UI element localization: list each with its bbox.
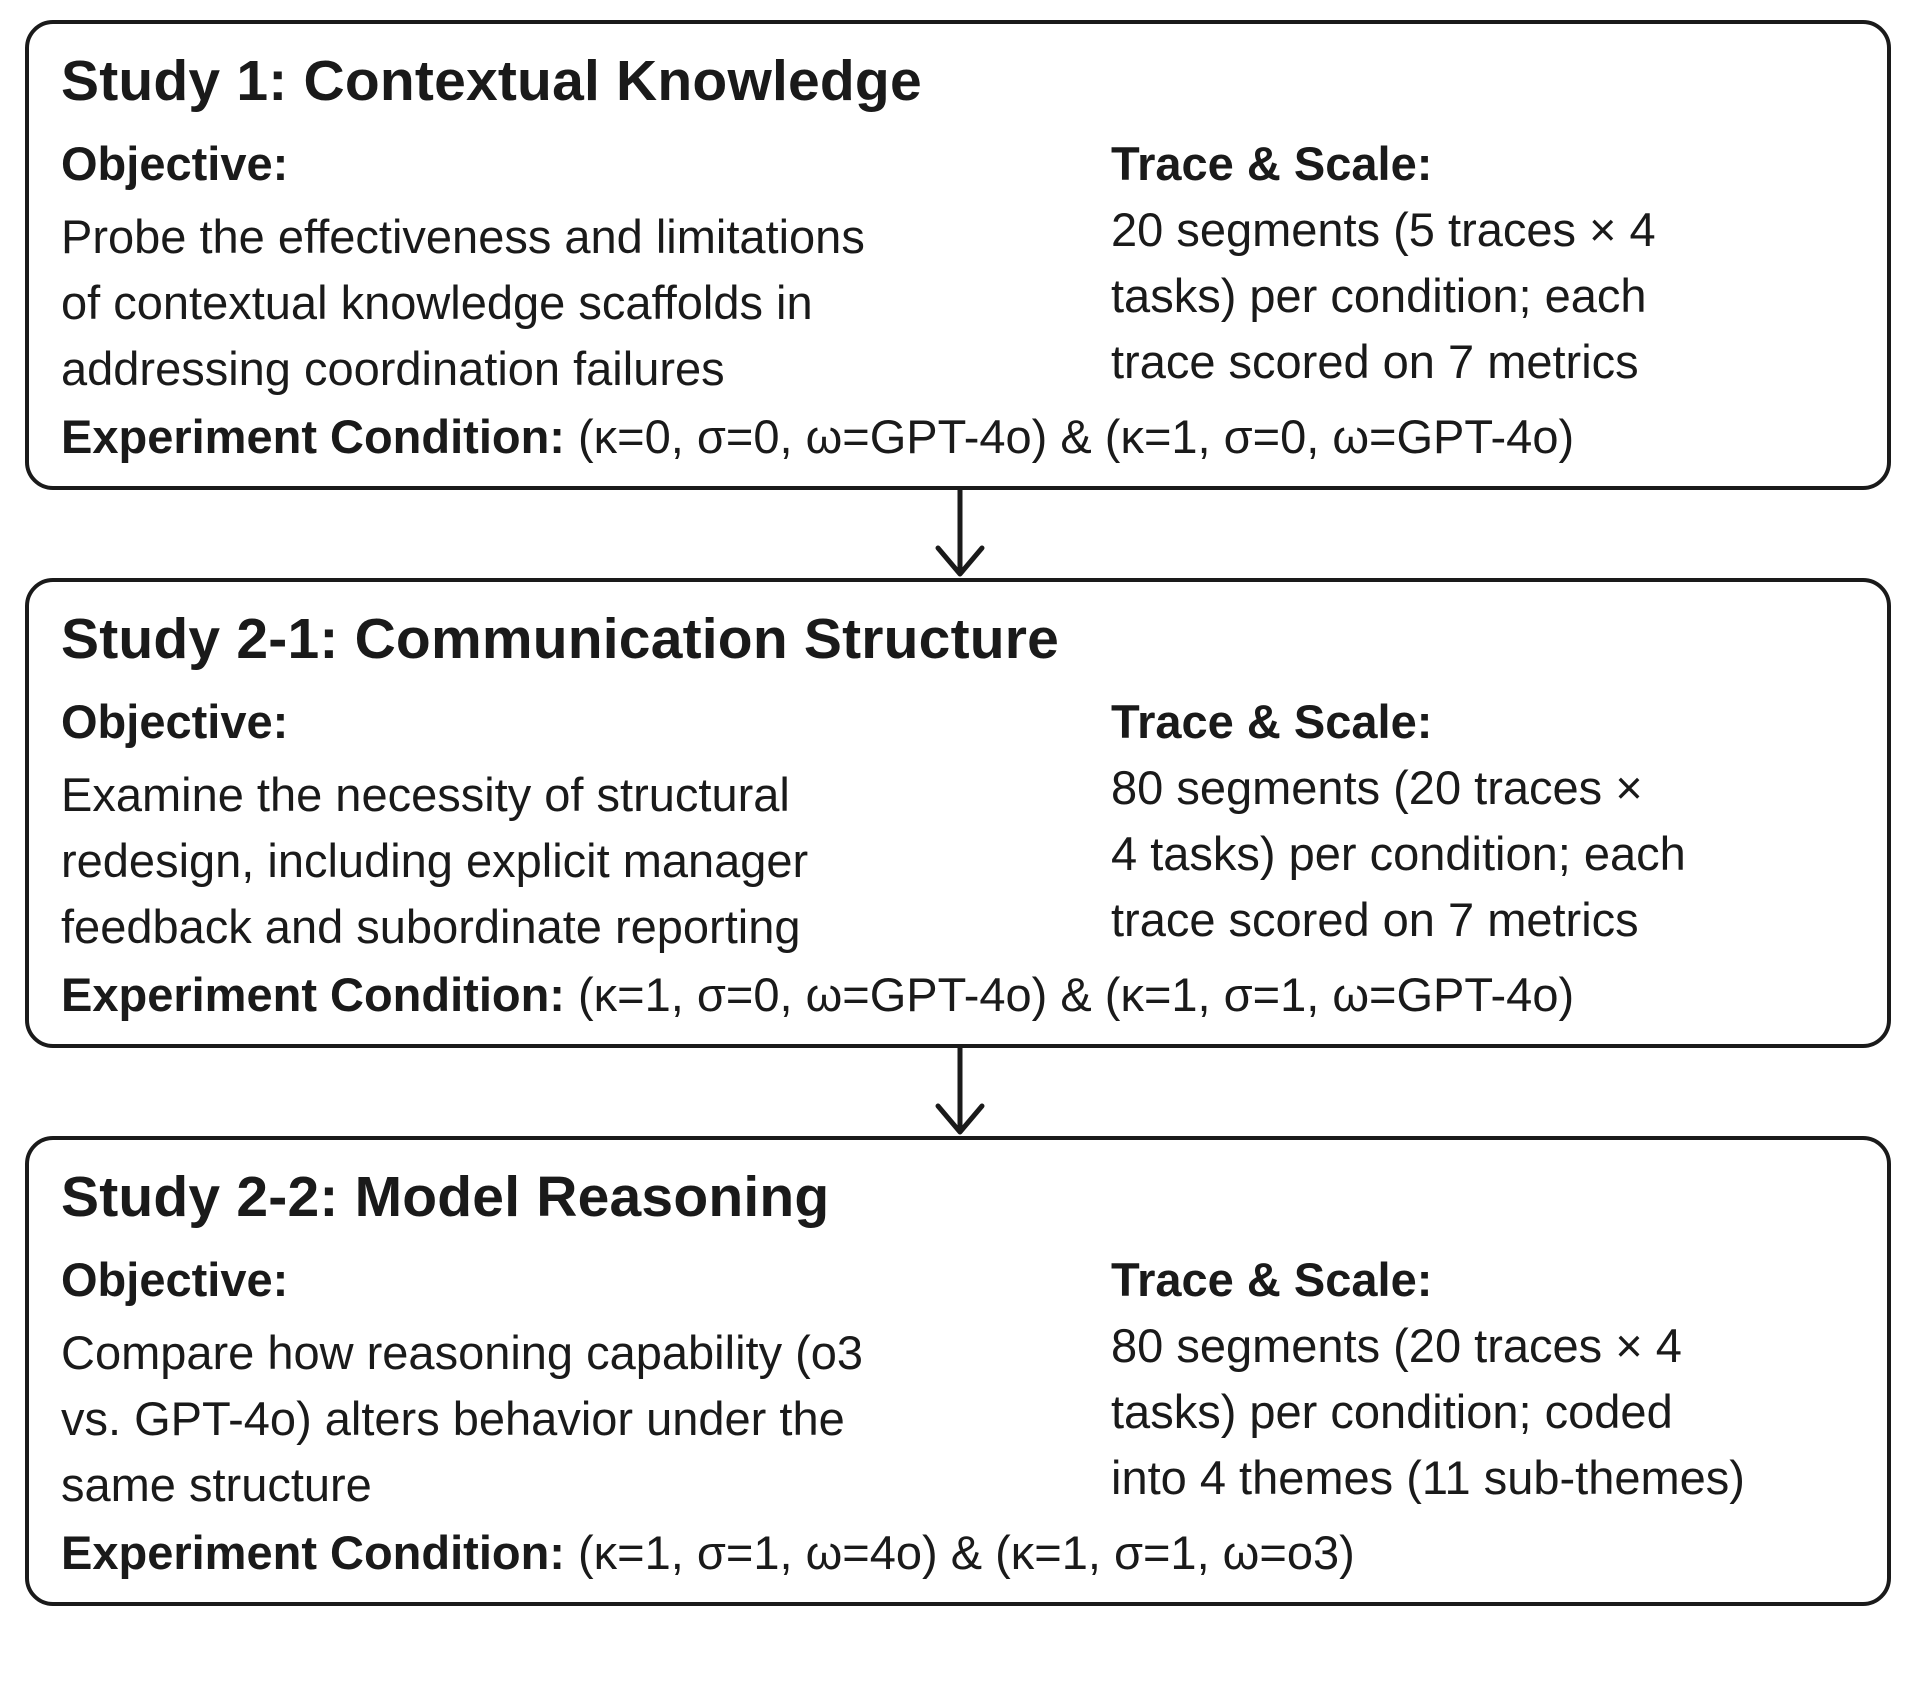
trace-line: 80 segments (20 traces × 4 <box>1111 1319 1682 1372</box>
condition-value: (κ=1, σ=0, ω=GPT-4o) & (κ=1, σ=1, ω=GPT-4o) <box>578 968 1575 1021</box>
trace-line: trace scored on 7 metrics <box>1111 335 1639 388</box>
study-box-2-1 <box>25 578 1891 1048</box>
trace-scale-label: Trace & Scale: <box>1111 137 1433 190</box>
objective-line: redesign, including explicit manager <box>61 834 809 887</box>
study-box-1 <box>25 20 1891 490</box>
study-title: Study 2-2: Model Reasoning <box>61 1165 830 1229</box>
objective-text <box>61 762 808 960</box>
trace-scale-text <box>1111 197 1656 395</box>
trace-line: trace scored on 7 metrics <box>1111 893 1639 946</box>
trace-line: 80 segments (20 traces × <box>1111 761 1643 814</box>
condition-value: (κ=1, σ=1, ω=4o) & (κ=1, σ=1, ω=o3) <box>578 1526 1355 1579</box>
objective-label: Objective: <box>61 137 289 190</box>
objective-line: Examine the necessity of structural <box>61 768 790 821</box>
trace-scale-label: Trace & Scale: <box>1111 1253 1433 1306</box>
objective-line: addressing coordination failures <box>61 342 725 395</box>
objective-line: of contextual knowledge scaffolds in <box>61 276 813 329</box>
study-title: Study 1: Contextual Knowledge <box>61 49 922 113</box>
objective-line: Compare how reasoning capability (o3 <box>61 1326 864 1379</box>
condition-label: Experiment Condition: <box>61 410 565 463</box>
trace-line: into 4 themes (11 sub-themes) <box>1111 1451 1745 1504</box>
trace-line: 4 tasks) per condition; each <box>1111 827 1686 880</box>
objective-line: vs. GPT-4o) alters behavior under the <box>61 1392 845 1445</box>
objective-text <box>61 204 865 402</box>
trace-scale-text <box>1111 755 1686 953</box>
condition-label: Experiment Condition: <box>61 1526 565 1579</box>
study-title: Study 2-1: Communication Structure <box>61 607 1060 671</box>
experiment-condition <box>61 967 1574 1022</box>
experiment-condition <box>61 1525 1355 1580</box>
trace-line: 20 segments (5 traces × 4 <box>1111 203 1656 256</box>
objective-line: feedback and subordinate reporting <box>61 900 801 953</box>
objective-line: same structure <box>61 1458 372 1511</box>
trace-scale-text <box>1111 1313 1745 1511</box>
down-arrow-icon <box>930 490 990 578</box>
experiment-condition <box>61 409 1574 464</box>
objective-line: Probe the effectiveness and limitations <box>61 210 865 263</box>
objective-label: Objective: <box>61 695 289 748</box>
trace-scale-label: Trace & Scale: <box>1111 695 1433 748</box>
trace-line: tasks) per condition; coded <box>1111 1385 1673 1438</box>
down-arrow-icon <box>930 1048 990 1136</box>
trace-line: tasks) per condition; each <box>1111 269 1647 322</box>
study-box-2-2 <box>25 1136 1891 1606</box>
condition-label: Experiment Condition: <box>61 968 565 1021</box>
objective-label: Objective: <box>61 1253 289 1306</box>
condition-value: (κ=0, σ=0, ω=GPT-4o) & (κ=1, σ=0, ω=GPT-4o) <box>578 410 1575 463</box>
objective-text <box>61 1320 863 1518</box>
